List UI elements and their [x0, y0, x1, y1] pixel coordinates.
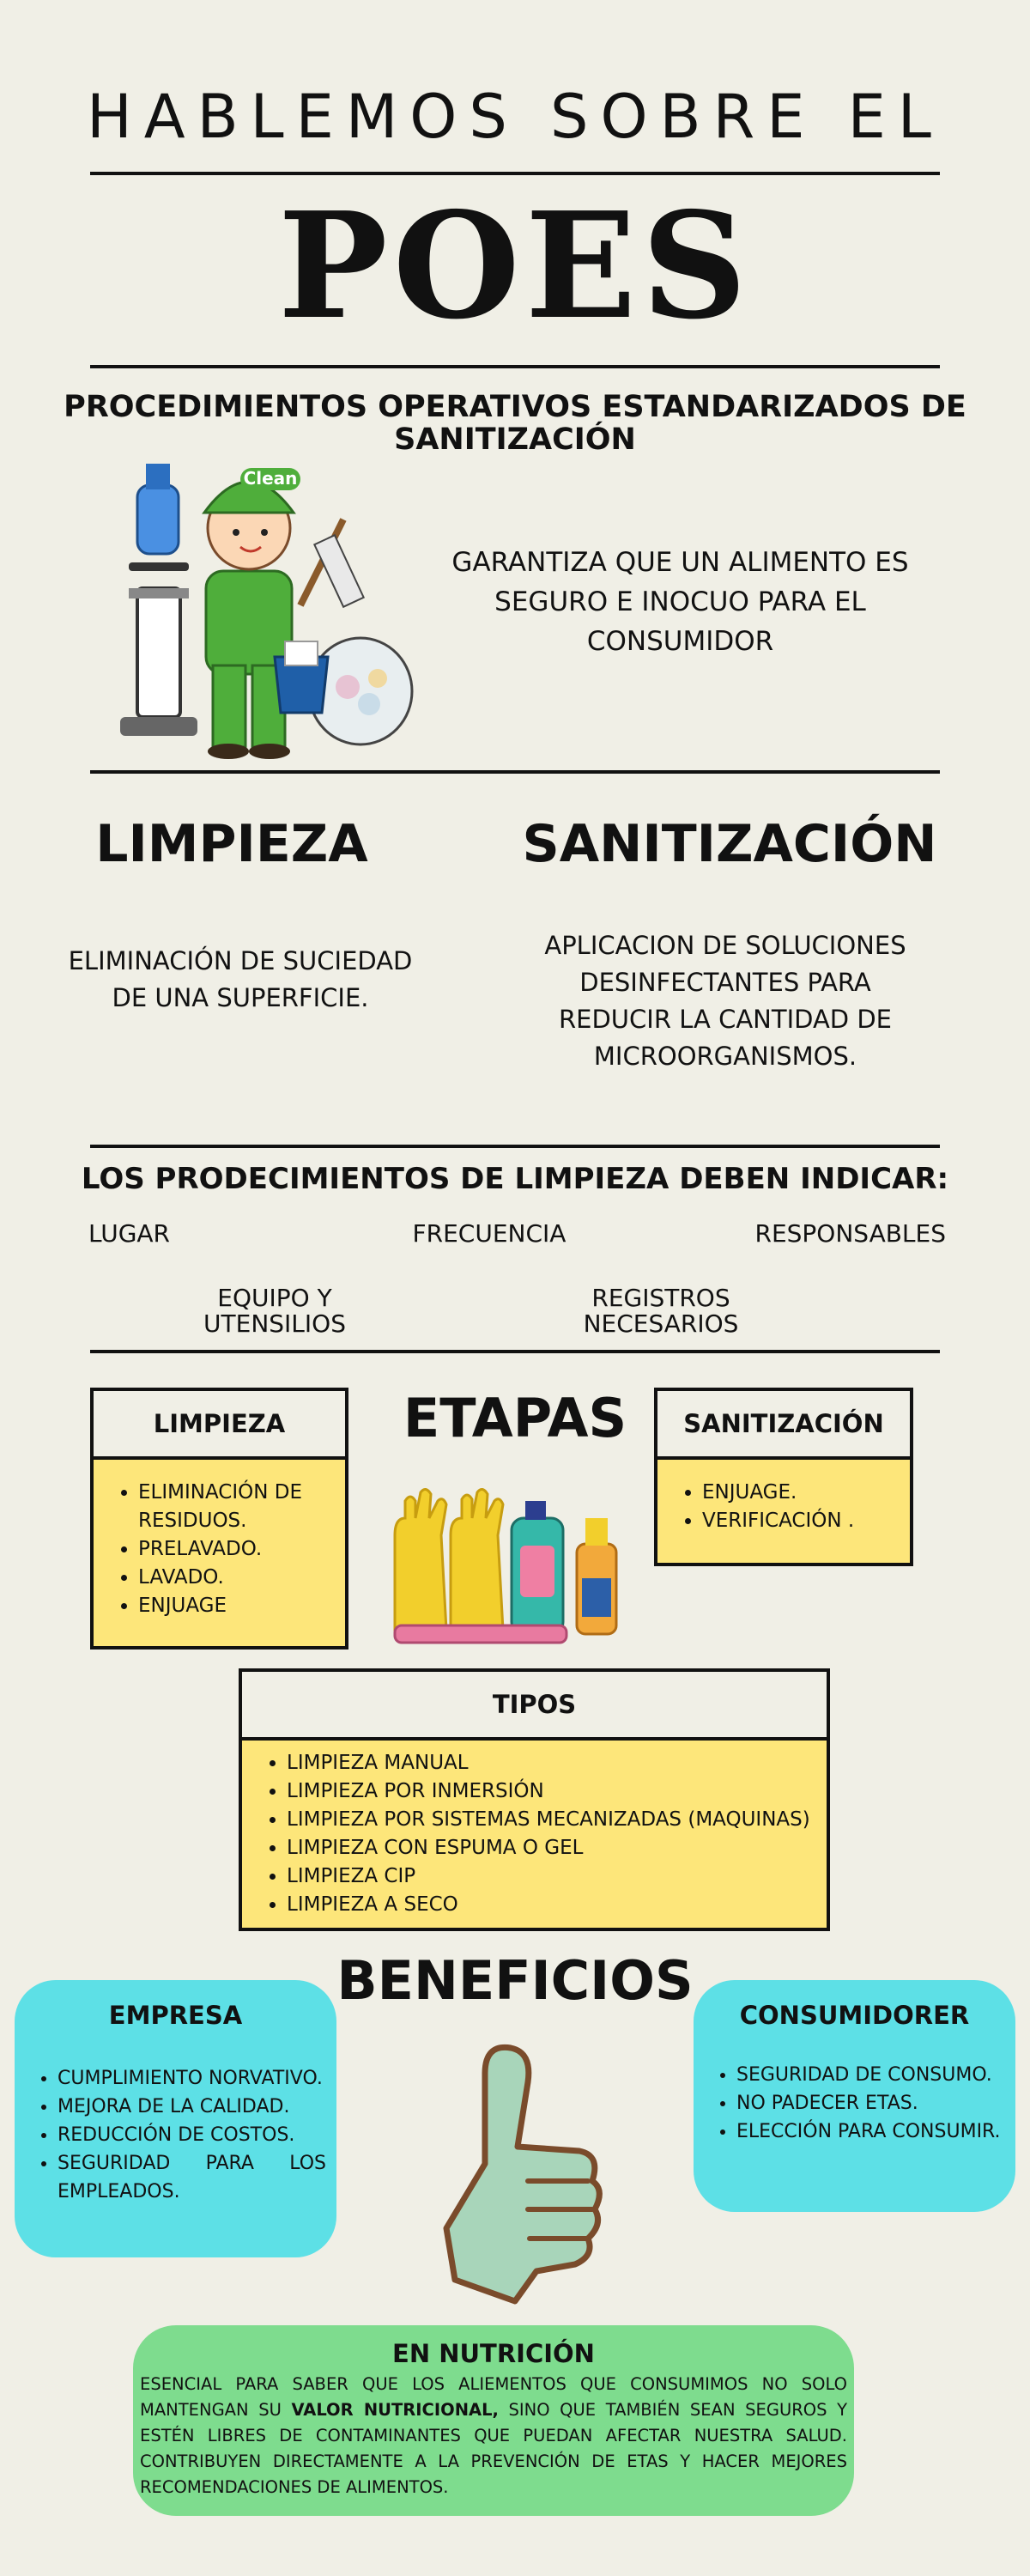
- list-item: • ENJUAGE.: [702, 1479, 910, 1507]
- list-item: • LIMPIEZA CON ESPUMA O GEL: [287, 1834, 827, 1862]
- limpieza-stages-title: LIMPIEZA: [94, 1391, 345, 1460]
- divider: [90, 1145, 940, 1148]
- limpieza-heading: LIMPIEZA: [95, 814, 368, 874]
- nutricion-title: EN NUTRICIÓN: [392, 2339, 595, 2368]
- list-item: • PRELAVADO.: [138, 1535, 345, 1564]
- consumidor-title: CONSUMIDORER: [739, 2001, 970, 2030]
- procedures-title: LOS PRODECIMIENTOS DE LIMPIEZA DEBEN INDICAR:: [81, 1162, 949, 1196]
- procedure-item: LUGAR: [88, 1219, 171, 1248]
- cleaner-illustration: [112, 434, 421, 764]
- list-item: • LIMPIEZA POR SISTEMAS MECANIZADAS (MAQUINAS): [287, 1806, 827, 1834]
- thumbs-up-icon: [433, 2039, 605, 2306]
- nutricion-card: [133, 2325, 854, 2516]
- sanitizacion-heading: SANITIZACIÓN: [522, 814, 937, 874]
- sanitizacion-definition: APLICACION DE SOLUCIONES DESINFECTANTES PARA REDUCIR LA CANTIDAD DE MICROORGANISMOS.: [544, 931, 906, 1071]
- list-item: • NO PADECER ETAS.: [736, 2089, 1003, 2117]
- etapas-title: ETAPAS: [403, 1387, 627, 1449]
- list-item: • MEJORA DE LA CALIDAD.: [58, 2093, 326, 2121]
- sanitizacion-stages-list: [657, 1460, 910, 1535]
- poes-statement: GARANTIZA QUE UN ALIMENTO ES SEGURO E INOCUO PARA EL CONSUMIDOR: [451, 547, 909, 657]
- sanitizacion-stages-box: [654, 1388, 913, 1566]
- divider: [90, 172, 940, 175]
- nutricion-text-part: SINO QUE TAMBIÉN SEAN SEGUROS Y ESTÉN LIBRES DE CONTAMINANTES QUE PUEDAN AFECTAR NUESTRA SALUD. CONTRIBUYEN DIRECTAMENTE A LA PREVENCIÓN DE ETAS Y HACER MEJORES RECOMENDACIONES DE ALIMENTOS.: [140, 2400, 847, 2497]
- list-item: • VERIFICACIÓN .: [702, 1507, 910, 1535]
- procedure-item: RESPONSABLES: [754, 1219, 946, 1248]
- consumidor-benefits-card: [694, 1980, 1015, 2212]
- list-item: • LIMPIEZA A SECO: [287, 1891, 827, 1919]
- divider: [90, 1350, 940, 1353]
- list-item: • CUMPLIMIENTO NORVATIVO.: [58, 2064, 326, 2093]
- nutricion-text-bold: VALOR NUTRICIONAL,: [291, 2400, 499, 2420]
- beneficios-title: BENEFICIOS: [336, 1949, 694, 2012]
- tipos-box: [239, 1668, 830, 1931]
- divider: [90, 365, 940, 368]
- list-item: • LIMPIEZA MANUAL: [287, 1749, 827, 1777]
- cleaning-supplies-illustration: [386, 1484, 635, 1647]
- nutricion-text-part: ESENCIAL PARA SABER QUE LOS ALIEMENTOS QUE CONSUMIMOS NO SOLO MANTENGAN SU: [140, 2374, 847, 2420]
- procedure-title: PROCEDIMIENTOS OPERATIVOS ESTANDARIZADOS DE SANITIZACIÓN: [64, 390, 966, 457]
- list-item: • ELECCIÓN PARA CONSUMIR.: [736, 2117, 1003, 2146]
- sanitizacion-stages-title: SANITIZACIÓN: [657, 1391, 910, 1460]
- list-item: • REDUCCIÓN DE COSTOS.: [58, 2121, 326, 2149]
- nutricion-text: [133, 2368, 854, 2500]
- list-item: • SEGURIDAD PARA LOS EMPLEADOS.: [58, 2149, 326, 2206]
- tipos-list: [242, 1741, 827, 1919]
- empresa-benefits-list: [15, 2030, 336, 2206]
- limpieza-definition: ELIMINACIÓN DE SUCIEDAD DE UNA SUPERFICIE.: [68, 946, 413, 1012]
- procedure-item: EQUIPO Y UTENSILIOS: [203, 1284, 346, 1338]
- list-item: • SEGURIDAD DE CONSUMO.: [736, 2061, 1003, 2089]
- empresa-benefits-card: [15, 1980, 336, 2257]
- page-title: POES: [277, 180, 753, 352]
- divider: [90, 770, 940, 774]
- consumidor-benefits-list: [694, 2030, 1015, 2146]
- procedure-item: REGISTROS NECESARIOS: [583, 1284, 739, 1338]
- tipos-title: TIPOS: [242, 1672, 827, 1741]
- limpieza-stages-box: [90, 1388, 348, 1649]
- procedure-item: FRECUENCIA: [412, 1219, 566, 1248]
- list-item: • LIMPIEZA POR INMERSIÓN: [287, 1777, 827, 1806]
- list-item: • LIMPIEZA CIP: [287, 1862, 827, 1891]
- empresa-title: EMPRESA: [108, 2001, 243, 2030]
- list-item: • LAVADO.: [138, 1564, 345, 1592]
- limpieza-stages-list: [94, 1460, 345, 1620]
- list-item: • ELIMINACIÓN DE RESIDUOS.: [138, 1479, 345, 1535]
- list-item: • ENJUAGE: [138, 1592, 345, 1620]
- header-subtitle: HABLEMOS SOBRE EL: [87, 82, 943, 152]
- illustration-cap-label: Clean: [243, 468, 298, 489]
